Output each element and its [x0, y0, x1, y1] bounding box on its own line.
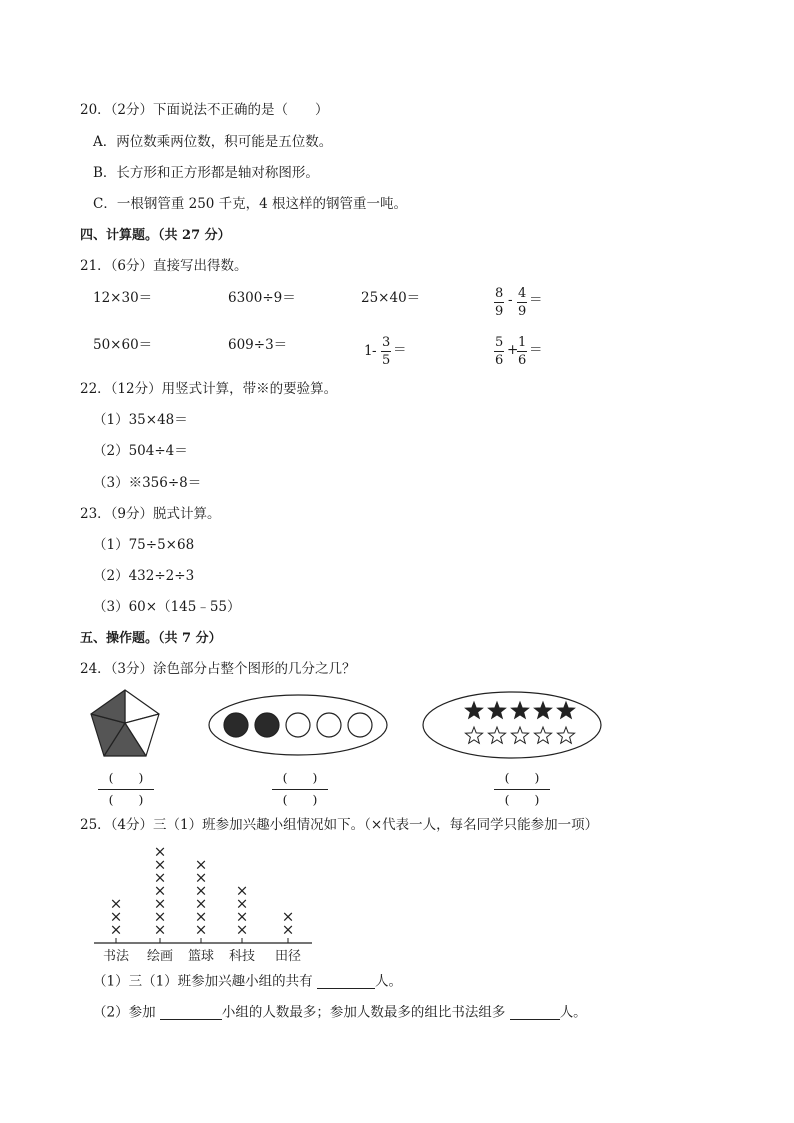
- filled-star: [557, 702, 574, 718]
- empty-circle: [286, 713, 310, 737]
- fraction-4-9: [517, 287, 527, 318]
- q20-option-b: B．长方形和正方形都是轴对称图形。: [93, 165, 319, 181]
- numerator: 3: [382, 335, 391, 350]
- empty-circle: [348, 713, 372, 737]
- tally-mark: ×: [153, 855, 167, 874]
- empty-star: [534, 727, 551, 743]
- q25-stem: 25．（4分）三（1）班参加兴趣小组情况如下。（×代表一人，每名同学只能参加一项）: [80, 817, 599, 833]
- tally-mark: ×: [194, 868, 208, 887]
- equals-sign: ＝: [529, 342, 543, 358]
- q25-sub1: [93, 975, 402, 989]
- filled-circle: [255, 713, 279, 737]
- empty-star: [511, 727, 528, 743]
- tally-mark: ×: [281, 920, 295, 939]
- q21-item-4: 50×60＝: [93, 337, 153, 353]
- plus-sign: +: [507, 342, 519, 358]
- answer-denominator[interactable]: ( ): [504, 791, 540, 807]
- q22-item-2: （2）504÷4＝: [93, 443, 188, 459]
- denominator: 9: [518, 304, 527, 319]
- q25-sub2: [93, 1006, 587, 1020]
- tally-mark: ×: [235, 920, 249, 939]
- filled-star: [534, 702, 551, 718]
- q25-most-group-blank[interactable]: [160, 1006, 222, 1020]
- tally-mark: ×: [281, 907, 295, 926]
- minus-sign: -: [508, 292, 513, 308]
- category-label: 书法: [102, 949, 130, 964]
- answer-fraction-3[interactable]: [494, 772, 550, 806]
- tally-mark: ×: [235, 881, 249, 900]
- q25-sub2-suffix: 人。: [559, 1004, 587, 1021]
- minus-sign: -: [372, 343, 377, 359]
- filled-star: [465, 702, 482, 718]
- category-label: 科技: [228, 949, 256, 964]
- empty-circle: [317, 713, 341, 737]
- numerator: 5: [495, 335, 504, 350]
- tally-mark: ×: [194, 920, 208, 939]
- tally-mark: ×: [194, 894, 208, 913]
- fraction-1-6: [517, 336, 527, 367]
- equals-sign: ＝: [393, 342, 407, 358]
- q20-option-a: A．两位数乘两位数，积可能是五位数。: [93, 134, 333, 150]
- q23-stem: 23．（9分）脱式计算。: [80, 506, 221, 522]
- q21-item-1: 12×30＝: [93, 290, 153, 306]
- tally-mark: ×: [194, 907, 208, 926]
- q21-item-3: 25×40＝: [361, 290, 421, 306]
- q21-item-2: 6300÷9＝: [228, 290, 296, 306]
- q21-stem: 21．（6分）直接写出得数。: [80, 258, 248, 274]
- numerator: 1: [518, 335, 527, 350]
- empty-star: [488, 727, 505, 743]
- section5-title: 五、操作题。（共 7 分）: [80, 631, 222, 646]
- filled-star: [488, 702, 505, 718]
- empty-star: [557, 727, 574, 743]
- tally-mark: ×: [153, 894, 167, 913]
- answer-denominator[interactable]: ( ): [108, 791, 144, 807]
- denominator: 5: [382, 353, 391, 368]
- fraction-3-5: [381, 336, 391, 367]
- q25-sub2-middle-text: 小组的人数最多；参加人数最多的组比书法组多: [221, 1004, 506, 1021]
- fraction-5-6: [494, 336, 504, 367]
- tally-mark: ×: [109, 920, 123, 939]
- q20-option-c: C．一根钢管重 250 千克，4 根这样的钢管重一吨。: [93, 196, 408, 212]
- q22-item-3: （3）※356÷8＝: [93, 475, 202, 491]
- interest-group-tally-chart: [90, 838, 316, 966]
- q25-sub1-text: （1）三（1）班参加兴趣小组的共有: [93, 973, 313, 990]
- tally-mark: ×: [153, 907, 167, 926]
- filled-star: [511, 702, 528, 718]
- q23-item-1: （1）75÷5×68: [93, 537, 195, 553]
- answer-numerator[interactable]: ( ): [108, 770, 144, 785]
- pentagon-figure: [88, 688, 162, 760]
- category-label: 篮球: [187, 949, 215, 964]
- fraction-8-9: [494, 287, 504, 318]
- filled-circle: [224, 713, 248, 737]
- q23-item-3: （3）60×（145﹣55）: [93, 599, 241, 615]
- tally-mark: ×: [109, 894, 123, 913]
- category-label: 绘画: [146, 949, 174, 964]
- q22-stem: 22．（12分）用竖式计算，带※的要验算。: [80, 381, 338, 397]
- denominator: 9: [495, 304, 504, 319]
- q25-difference-blank[interactable]: [510, 1006, 560, 1020]
- q21-item-5: 609÷3＝: [228, 337, 288, 353]
- q25-sub1-suffix: 人。: [374, 973, 402, 990]
- answer-fraction-2[interactable]: [272, 772, 328, 806]
- tally-mark: ×: [194, 855, 208, 874]
- q24-stem: 24．（3分）涂色部分占整个图形的几分之几？: [80, 661, 356, 677]
- whole-number: 1: [364, 343, 373, 359]
- tally-mark: ×: [235, 894, 249, 913]
- q25-total-blank[interactable]: [317, 975, 375, 989]
- denominator: 6: [518, 353, 527, 368]
- circles-figure: [206, 692, 390, 758]
- tally-mark: ×: [153, 920, 167, 939]
- tally-mark: ×: [109, 907, 123, 926]
- answer-numerator[interactable]: ( ): [504, 770, 540, 785]
- numerator: 4: [518, 286, 527, 301]
- numerator: 8: [495, 286, 504, 301]
- tally-mark: ×: [153, 868, 167, 887]
- category-label: 田径: [274, 949, 302, 964]
- q23-item-2: （2）432÷2÷3: [93, 568, 195, 584]
- equals-sign: ＝: [529, 292, 543, 308]
- q25-sub2-text: （2）参加: [93, 1004, 156, 1021]
- answer-fraction-1[interactable]: [98, 772, 154, 806]
- section4-title: 四、计算题。（共 27 分）: [80, 228, 231, 243]
- answer-denominator[interactable]: ( ): [282, 791, 318, 807]
- tally-mark: ×: [235, 907, 249, 926]
- empty-star: [465, 727, 482, 743]
- q22-item-1: （1）35×48＝: [93, 412, 188, 428]
- tally-mark: ×: [153, 842, 167, 861]
- stars-figure: [420, 689, 604, 761]
- denominator: 6: [495, 353, 504, 368]
- tally-mark: ×: [153, 881, 167, 900]
- tally-mark: ×: [194, 881, 208, 900]
- q20-stem: 20．（2分）下面说法不正确的是（ ）: [80, 102, 329, 118]
- answer-numerator[interactable]: ( ): [282, 770, 318, 785]
